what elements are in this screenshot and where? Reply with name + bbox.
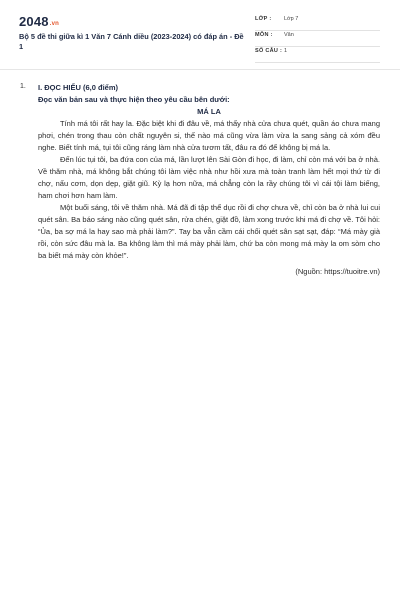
meta-key: SỐ CÂU : xyxy=(255,48,283,54)
meta-value: 1 xyxy=(284,48,288,54)
meta-key: MÔN : xyxy=(255,32,273,38)
logo-main: 2048 xyxy=(19,14,49,29)
story-title: MÁ LA xyxy=(197,107,221,116)
instruction-text: Đọc văn bản sau và thực hiện theo yêu cầu bên dưới: xyxy=(38,95,230,104)
page-header xyxy=(0,0,400,68)
story-paragraph: Tính má tôi rất hay la. Đặc biệt khi đi đâu về, má thấy nhà cửa chưa quét, quần áo chưa mang phơi, chén trong thau còn chất nguyên si, thế nào má cũng vừa làm vừa la sang sảng cả xóm đều nghe. Biết tính má, tụi tôi cũng ráng làm nhà cửa tươm tất, đâu ra đó để không bị má la. xyxy=(38,119,380,152)
meta-key: LỚP : xyxy=(255,16,272,22)
meta-value: Lớp 7 xyxy=(284,16,299,22)
story-paragraph: Đến lúc tụi tôi, ba đứa con của má, lần lượt lên Sài Gòn đi học, đi làm, chỉ còn má với ba ở nhà. Về thăm nhà, má không bắt chúng tôi làm việc nhà như hồi xưa mà toàn tranh làm hết mọi thứ từ đi chợ, nấu cơm, dọn dẹp, giặt giũ. Kỳ lạ hơn nữa, má chẳng còn la rầy chúng tôi vì cái tội làm biếng, ham chơi hơn ham làm. xyxy=(38,155,380,200)
header-divider xyxy=(0,69,400,70)
meta-row-question-count xyxy=(255,46,380,63)
meta-row-subject xyxy=(255,30,380,47)
source-citation: (Nguồn: https://tuoitre.vn) xyxy=(295,267,380,276)
question-number: 1. xyxy=(20,83,26,90)
meta-row-class xyxy=(255,14,380,31)
document-title: Bộ 5 đề thi giữa kì 1 Văn 7 Cánh diều (2023-2024) có đáp án - Đề 1 xyxy=(19,32,244,51)
logo-suffix: .vn xyxy=(49,21,60,27)
story-paragraph: Một buổi sáng, tôi về thăm nhà. Má đã đi tập thể dục rồi đi chợ chưa về, chỉ còn ba ở nhà lui cui quét sân. Ba báo sáng nào cũng quét sân, rửa chén, giặt đồ, làm xong trước khi má đi chợ về. Tôi hỏi: “Ủa, ba sợ má la hay sao mà phải làm?”. Tay ba vẫn cầm cái chổi quét sân sạt sạt, đáp: “Má mày già rồi, còn sức đâu mà la. Ba không làm thì má mày phải làm, chứ ba còn mong má mày la om sòm cho ba biết má mày còn khỏe!”. xyxy=(38,203,380,260)
section-heading: I. ĐỌC HIỂU (6,0 điểm) xyxy=(38,83,119,92)
question-content xyxy=(38,80,380,278)
meta-value: Văn xyxy=(284,32,294,38)
site-logo[interactable] xyxy=(19,14,59,29)
